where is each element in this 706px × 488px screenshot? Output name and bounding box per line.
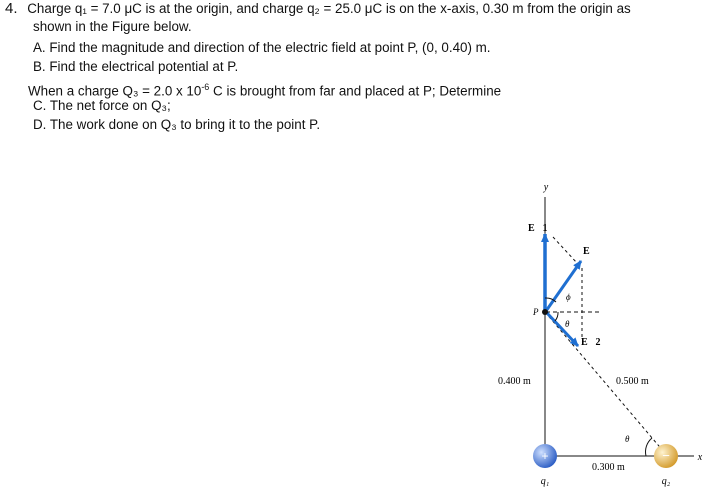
q3-post: C is brought from far and placed at P; Determine xyxy=(209,83,502,99)
problem-number: 4. xyxy=(5,0,18,17)
part-b: B. Find the electrical potential at P. xyxy=(33,59,239,74)
problem-intro-1: Charge q₁ = 7.0 μC is at the origin, and charge q₂ = 25.0 μC is on the x-axis, 0.30 m from the origin as xyxy=(27,1,631,16)
point-p-label: P xyxy=(533,307,539,317)
e2-label: E⃗2 xyxy=(581,337,601,348)
part-a: A. Find the magnitude and direction of the electric field at point P, (0, 0.40) m. xyxy=(33,40,491,55)
q1-label: q₁ xyxy=(540,476,550,487)
q2-sign: − xyxy=(662,448,670,463)
q3-pre: When a charge Q₃ = 2.0 x 10 xyxy=(28,83,202,99)
dist-hyp-label: 0.500 m xyxy=(616,376,649,387)
point-p-dot xyxy=(542,309,548,315)
problem-intro-2: shown in the Figure below. xyxy=(33,19,192,34)
q3-exponent: -6 xyxy=(201,82,210,92)
dist-vertical-label: 0.400 m xyxy=(498,376,531,387)
q3-statement xyxy=(28,79,501,99)
e2-arrow xyxy=(547,313,578,346)
e1-label: E⃗1 xyxy=(528,223,548,234)
problem-line-1 xyxy=(5,1,631,17)
x-axis-label: x xyxy=(697,452,703,463)
theta-bottom-label: θ xyxy=(625,434,630,444)
theta-top-label: θ xyxy=(565,319,570,329)
field-diagram xyxy=(440,175,706,488)
dist-base-label: 0.300 m xyxy=(592,462,625,473)
theta-arc-top xyxy=(555,312,558,321)
phi-label: ϕ xyxy=(566,292,571,302)
part-d: D. The work done on Q₃ to bring it to the point P. xyxy=(33,117,321,132)
q1-sign: + xyxy=(541,449,549,463)
e2-extension-dashed xyxy=(553,237,577,263)
part-c: C. The net force on Q₃; xyxy=(33,98,171,113)
y-axis-label: y xyxy=(543,182,549,193)
q2-label: q₂ xyxy=(661,476,671,487)
e-label: E⃗ xyxy=(583,246,598,257)
e-resultant-arrow xyxy=(546,261,581,311)
theta-arc-bottom xyxy=(646,438,652,456)
